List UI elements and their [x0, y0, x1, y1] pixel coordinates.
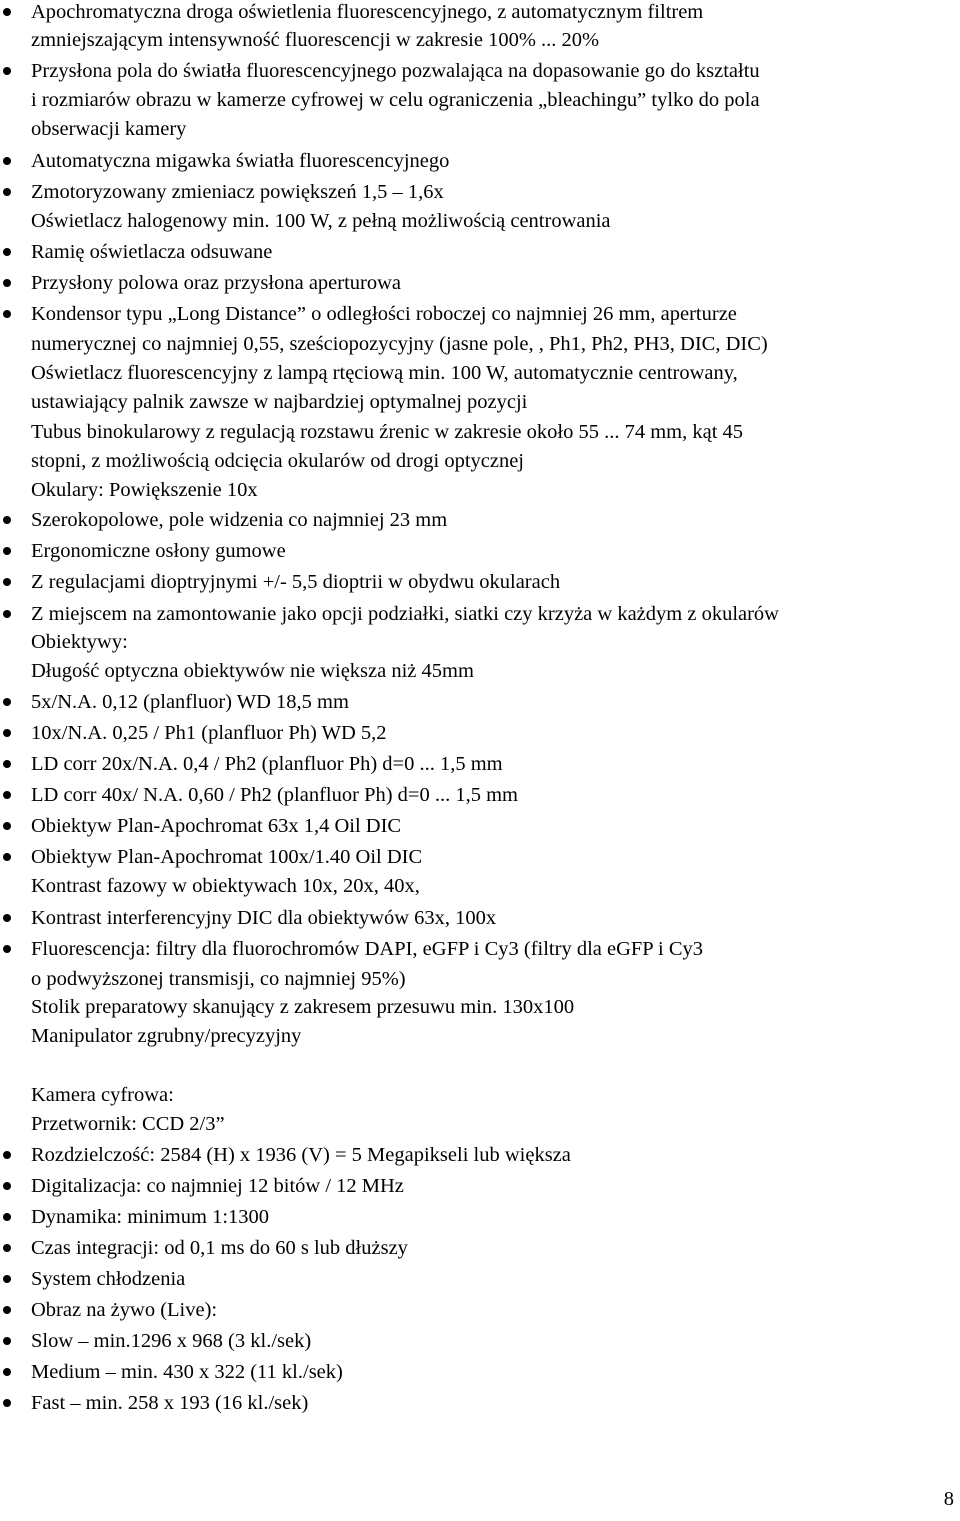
list-item: Medium – min. 430 x 322 (11 kl./sek)	[31, 1361, 343, 1383]
text-line: o podwyższonej transmisji, co najmniej 95%)	[31, 968, 406, 990]
list-item: Rozdzielczość: 2584 (H) x 1936 (V) = 5 Megapikseli lub większa	[31, 1144, 571, 1166]
bullet-icon	[0, 245, 14, 259]
bullet-icon	[0, 575, 14, 589]
text-line: Obiektywy:	[31, 631, 128, 653]
list-item: Przysłona pola do światła fluorescencyjnego pozwalająca na dopasowanie go do kształtu	[31, 60, 760, 82]
list-item: Automatyczna migawka światła fluorescencyjnego	[31, 150, 450, 172]
bullet-icon	[0, 850, 14, 864]
list-item: Z regulacjami dioptryjnymi +/- 5,5 dioptrii w obydwu okularach	[31, 571, 561, 593]
list-item: Ramię oświetlacza odsuwane	[31, 241, 273, 263]
bullet-icon	[0, 1303, 14, 1317]
text-line: Okulary: Powiększenie 10x	[31, 479, 258, 501]
bullet-icon	[0, 64, 14, 78]
list-item: Slow – min.1296 x 968 (3 kl./sek)	[31, 1330, 312, 1352]
bullet-icon	[0, 788, 14, 802]
text-line: Tubus binokularowy z regulacją rozstawu źrenic w zakresie około 55 ... 74 mm, kąt 45	[31, 421, 744, 443]
bullet-icon	[0, 819, 14, 833]
text-line: stopni, z możliwością odcięcia okularów od drogi optycznej	[31, 450, 525, 472]
list-item: Digitalizacja: co najmniej 12 bitów / 12 MHz	[31, 1175, 404, 1197]
list-item: Dynamika: minimum 1:1300	[31, 1206, 270, 1228]
list-item: System chłodzenia	[31, 1268, 186, 1290]
bullet-icon	[0, 154, 14, 168]
text-line: ustawiający palnik zawsze w najbardziej optymalnej pozycji	[31, 391, 528, 413]
list-item: Zmotoryzowany zmieniacz powiększeń 1,5 – 1,6x	[31, 181, 444, 203]
list-item: 10x/N.A. 0,25 / Ph1 (planfluor Ph) WD 5,2	[31, 722, 387, 744]
text-line: Długość optyczna obiektywów nie większa niż 45mm	[31, 660, 474, 682]
bullet-icon	[0, 1334, 14, 1348]
bullet-icon	[0, 276, 14, 290]
text-line: numerycznej co najmniej 0,55, sześciopozycyjny (jasne pole, , Ph1, Ph2, PH3, DIC, DIC)	[31, 333, 768, 355]
list-item: Fluorescencja: filtry dla fluorochromów DAPI, eGFP i Cy3 (filtry dla eGFP i Cy3	[31, 938, 704, 960]
list-item: Przysłony polowa oraz przysłona aperturowa	[31, 272, 402, 294]
bullet-icon	[0, 1210, 14, 1224]
list-item: Fast – min. 258 x 193 (16 kl./sek)	[31, 1392, 309, 1414]
list-item: 5x/N.A. 0,12 (planfluor) WD 18,5 mm	[31, 691, 349, 713]
list-item: Kondensor typu „Long Distance” o odległości roboczej co najmniej 26 mm, aperturze	[31, 303, 737, 325]
bullet-icon	[0, 911, 14, 925]
list-item: LD corr 40x/ N.A. 0,60 / Ph2 (planfluor Ph) d=0 ... 1,5 mm	[31, 784, 519, 806]
text-line: Oświetlacz halogenowy min. 100 W, z pełną możliwością centrowania	[31, 210, 611, 232]
page-number: 8	[943, 1488, 954, 1510]
bullet-icon	[0, 1241, 14, 1255]
text-line: Kamera cyfrowa:	[31, 1084, 174, 1106]
text-line: i rozmiarów obrazu w kamerze cyfrowej w celu ograniczenia „bleachingu” tylko do pola	[31, 89, 760, 111]
list-item: Szerokopolowe, pole widzenia co najmniej 23 mm	[31, 509, 448, 531]
list-item: Obiektyw Plan-Apochromat 100x/1.40 Oil DIC	[31, 846, 423, 868]
list-item: Czas integracji: od 0,1 ms do 60 s lub dłuższy	[31, 1237, 408, 1259]
bullet-icon	[0, 544, 14, 558]
bullet-icon	[0, 726, 14, 740]
list-item: LD corr 20x/N.A. 0,4 / Ph2 (planfluor Ph) d=0 ... 1,5 mm	[31, 753, 503, 775]
text-line: Manipulator zgrubny/precyzyjny	[31, 1025, 302, 1047]
text-line: Oświetlacz fluorescencyjny z lampą rtęciową min. 100 W, automatycznie centrowany,	[31, 362, 738, 384]
text-line: zmniejszającym intensywność fluorescencji w zakresie 100% ... 20%	[31, 29, 600, 51]
bullet-icon	[0, 513, 14, 527]
text-line: Kontrast fazowy w obiektywach 10x, 20x, 40x,	[31, 875, 420, 897]
bullet-icon	[0, 185, 14, 199]
list-item: Obiektyw Plan-Apochromat 63x 1,4 Oil DIC	[31, 815, 402, 837]
text-line: Przetwornik: CCD 2/3”	[31, 1113, 225, 1135]
bullet-icon	[0, 695, 14, 709]
bullet-icon	[0, 757, 14, 771]
bullet-icon	[0, 1396, 14, 1410]
bullet-icon	[0, 1365, 14, 1379]
list-item: Apochromatyczna droga oświetlenia fluorescencyjnego, z automatycznym filtrem	[31, 1, 704, 23]
bullet-icon	[0, 5, 14, 19]
bullet-icon	[0, 1148, 14, 1162]
text-line: Stolik preparatowy skanujący z zakresem przesuwu min. 130x100	[31, 996, 575, 1018]
bullet-icon	[0, 1179, 14, 1193]
bullet-icon	[0, 307, 14, 321]
bullet-icon	[0, 607, 14, 621]
list-item: Ergonomiczne osłony gumowe	[31, 540, 286, 562]
bullet-icon	[0, 942, 14, 956]
list-item: Obraz na żywo (Live):	[31, 1299, 218, 1321]
list-item: Kontrast interferencyjny DIC dla obiektywów 63x, 100x	[31, 907, 497, 929]
bullet-icon	[0, 1272, 14, 1286]
list-item: Z miejscem na zamontowanie jako opcji podziałki, siatki czy krzyża w każdym z okularów	[31, 603, 779, 625]
text-line: obserwacji kamery	[31, 118, 187, 140]
